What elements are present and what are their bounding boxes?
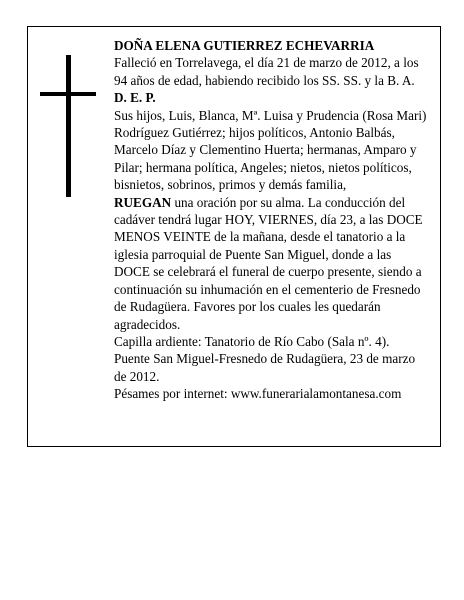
obituary-notice [27, 26, 441, 447]
condolences-info: Pésames por internet: www.funerarialamontanesa.com [114, 386, 402, 402]
notice-text [114, 37, 430, 403]
place-date: Puente San Miguel-Fresnedo de Rudagüera, 23 de marzo de 2012. [114, 351, 416, 384]
cross-horizontal-bar [40, 92, 96, 96]
request-paragraph [114, 194, 430, 333]
deceased-name: DOÑA ELENA GUTIERREZ ECHEVARRIA [114, 38, 375, 53]
cross-icon [28, 27, 118, 227]
cross-vertical-bar [66, 55, 71, 197]
chapel-info: Capilla ardiente: Tanatorio de Río Cabo (Sala nº. 4). [114, 333, 390, 349]
death-announcement: Falleció en Torrelavega, el día 21 de marzo de 2012, a los 94 años de edad, habiendo recibido los SS. SS. y la B. A. [114, 55, 419, 88]
family-list: Sus hijos, Luis, Blanca, Mª. Luisa y Prudencia (Rosa Mari) Rodríguez Gutiérrez; hijos políticos, Antonio Balbás, Marcelo Díaz y Clementino Huerta; hermanas, Amparo y Pilar; hermana política, Angeles; nietos, nietos políticos, bisnietos, sobrinos, primos y demás familia, [114, 107, 427, 193]
rip-line: D. E. P. [114, 90, 156, 106]
request-word: RUEGAN [114, 194, 172, 210]
request-text: una oración por su alma. La conducción del cadáver tendrá lugar HOY, VIERNES, día 23, a las DOCE MENOS VEINTE de la mañana, desde el tanatorio a la iglesia parroquial de Puente San Miguel, donde a las DOCE se celebrará el funeral de cuerpo presente, siendo a continuación su inhumación en el cementerio de Fresnedo de Rudagüera. Favores por los cuales les quedarán agradecidos. [114, 194, 423, 332]
